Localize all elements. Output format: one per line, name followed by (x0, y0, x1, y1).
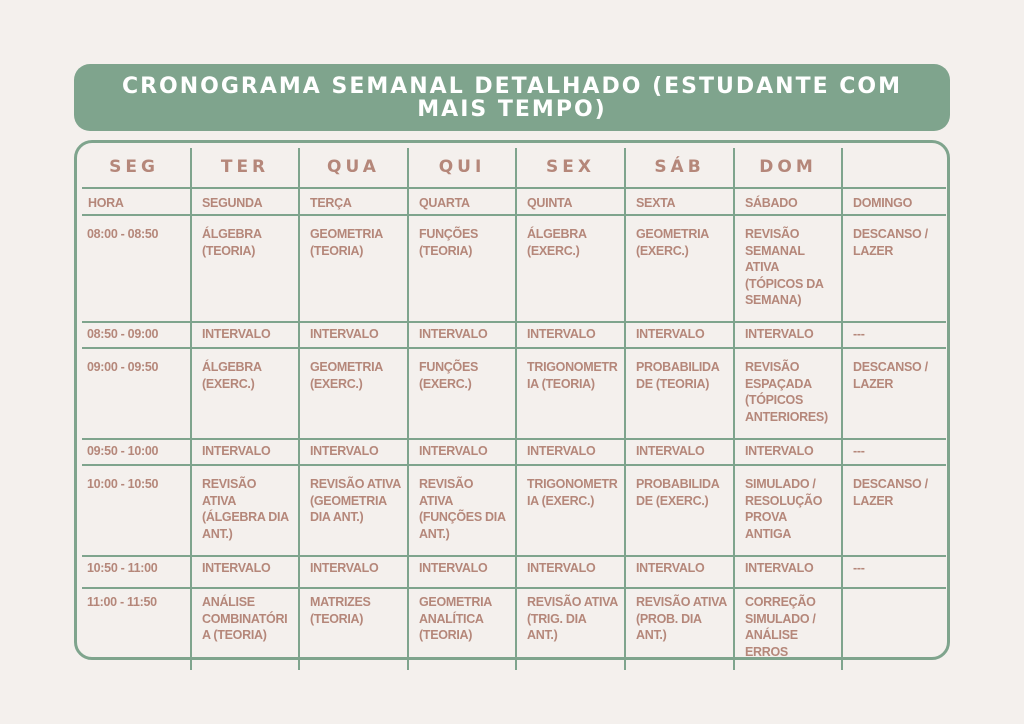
day-abbrev-dom: DOM (759, 157, 817, 177)
schedule-cell: INTERVALO (202, 561, 271, 575)
schedule-cell: ÁLGEBRA (EXERC.) (527, 227, 587, 258)
schedule-cell: INTERVALO (745, 444, 814, 458)
day-abbrev-seg: SEG (109, 157, 159, 177)
time-cell: 11:00 - 11:50 (87, 595, 157, 609)
column-header-domingo: DOMINGO (853, 196, 913, 210)
column-header-hora: HORA (88, 196, 124, 210)
schedule-cell: INTERVALO (310, 444, 379, 458)
schedule-cell: FUNÇÕES (TEORIA) (419, 227, 479, 258)
row-divider (82, 464, 946, 466)
schedule-cell: PROBABILIDADE (EXERC.) (636, 477, 720, 508)
day-abbrev-sab: SÁB (654, 157, 705, 177)
schedule-cell: INTERVALO (745, 561, 814, 575)
schedule-cell: INTERVALO (419, 561, 488, 575)
day-abbrev-ter: TER (220, 157, 270, 177)
schedule-cell: MATRIZES (TEORIA) (310, 595, 371, 626)
schedule-cell: REVISÃO ATIVA (TRIG. DIA ANT.) (527, 595, 618, 642)
schedule-cell: INTERVALO (527, 327, 596, 341)
time-cell: 09:50 - 10:00 (87, 444, 159, 458)
column-header-segunda: SEGUNDA (202, 196, 263, 210)
schedule-cell: INTERVALO (202, 327, 271, 341)
time-cell: 09:00 - 09:50 (87, 360, 159, 374)
schedule-cell: INTERVALO (202, 444, 271, 458)
schedule-cell: TRIGONOMETRIA (EXERC.) (527, 477, 618, 508)
schedule-cell: INTERVALO (527, 444, 596, 458)
schedule-cell: INTERVALO (636, 561, 705, 575)
schedule-cell: INTERVALO (636, 327, 705, 341)
schedule-cell: SIMULADO / RESOLUÇÃO PROVA ANTIGA (745, 477, 823, 541)
schedule-cell (843, 589, 947, 594)
schedule-cell: INTERVALO (527, 561, 596, 575)
row-divider (82, 214, 946, 216)
schedule-cell: INTERVALO (419, 444, 488, 458)
schedule-cell: DESCANSO / LAZER (853, 477, 928, 508)
schedule-cell: --- (853, 444, 865, 458)
row-divider (82, 347, 946, 349)
column-header-terca: TERÇA (310, 196, 352, 210)
column-header-quinta: QUINTA (527, 196, 573, 210)
schedule-cell: GEOMETRIA (EXERC.) (636, 227, 709, 258)
schedule-cell: GEOMETRIA (TEORIA) (310, 227, 383, 258)
schedule-cell: REVISÃO ATIVA (ÁLGEBRA DIA ANT.) (202, 477, 289, 541)
schedule-cell: GEOMETRIA ANALÍTICA (TEORIA) (419, 595, 492, 642)
time-cell: 10:50 - 11:00 (87, 561, 158, 575)
day-abbrev-qui: QUI (438, 157, 486, 177)
schedule-cell: REVISÃO ATIVA (PROB. DIA ANT.) (636, 595, 727, 642)
schedule-cell: REVISÃO ESPAÇADA (TÓPICOS ANTERIORES) (745, 360, 828, 424)
schedule-cell: FUNÇÕES (EXERC.) (419, 360, 479, 391)
schedule-cell: INTERVALO (745, 327, 814, 341)
schedule-cell: --- (853, 327, 865, 341)
schedule-cell: ÁLGEBRA (EXERC.) (202, 360, 262, 391)
page-title: CRONOGRAMA SEMANAL DETALHADO (ESTUDANTE COM MAIS TEMPO) (121, 73, 903, 122)
schedule-cell: TRIGONOMETRIA (TEORIA) (527, 360, 618, 391)
schedule-cell: INTERVALO (419, 327, 488, 341)
schedule-cell: INTERVALO (310, 327, 379, 341)
time-cell: 10:00 - 10:50 (87, 477, 159, 491)
schedule-cell: REVISÃO ATIVA (FUNÇÕES DIA ANT.) (419, 477, 506, 541)
time-cell: 08:50 - 09:00 (87, 327, 159, 341)
schedule-cell: ÁLGEBRA (TEORIA) (202, 227, 262, 258)
column-header-sexta: SEXTA (636, 196, 676, 210)
schedule-cell: DESCANSO / LAZER (853, 227, 928, 258)
schedule-cell: INTERVALO (310, 561, 379, 575)
schedule-cell: REVISÃO ATIVA (GEOMETRIA DIA ANT.) (310, 477, 401, 524)
day-abbrev-sex: SEX (546, 157, 595, 177)
column-header-sabado: SÁBADO (745, 196, 798, 210)
time-cell: 08:00 - 08:50 (87, 227, 159, 241)
schedule-cell: PROBABILIDADE (TEORIA) (636, 360, 720, 391)
schedule-cell: --- (853, 561, 865, 575)
schedule-cell: INTERVALO (636, 444, 705, 458)
column-header-quarta: QUARTA (419, 196, 470, 210)
day-abbrev-qua: QUA (327, 157, 380, 177)
schedule-cell: GEOMETRIA (EXERC.) (310, 360, 383, 391)
schedule-cell: CORREÇÃO SIMULADO / ANÁLISE ERROS (745, 595, 816, 659)
schedule-cell: ANÁLISE COMBINATÓRIA (TEORIA) (202, 595, 288, 642)
schedule-cell: DESCANSO / LAZER (853, 360, 928, 391)
schedule-cell: REVISÃO SEMANAL ATIVA (TÓPICOS DA SEMANA) (745, 227, 824, 307)
